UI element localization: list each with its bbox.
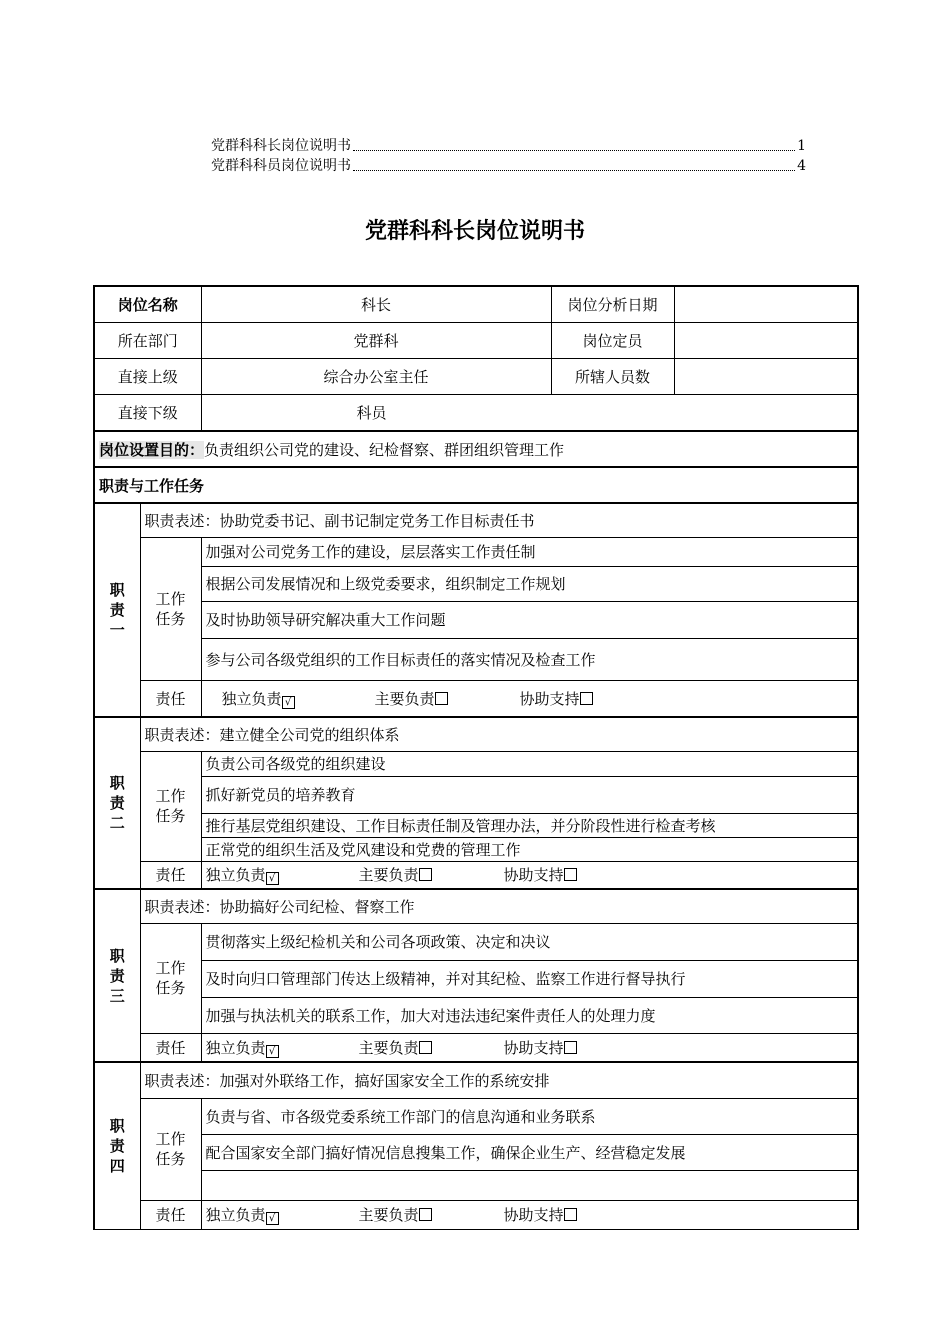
task-item: 参与公司各级党组织的工作目标责任的落实情况及检查工作 <box>201 638 858 680</box>
toc-entry-page: 4 <box>797 158 806 174</box>
checkbox-icon[interactable] <box>435 692 448 705</box>
duty-number-char: 责 <box>109 966 125 985</box>
task-row <box>94 837 858 861</box>
field-value <box>674 286 858 322</box>
field-value: 党群科 <box>201 322 551 358</box>
independent-option[interactable] <box>206 1204 279 1225</box>
duty-number-label <box>94 717 140 889</box>
duty-number-char: 职 <box>109 581 125 599</box>
duty-number-char: 职 <box>109 946 125 965</box>
primary-label: 主要负责 <box>358 866 419 885</box>
assist-option[interactable] <box>504 1037 577 1058</box>
primary-label: 主要负责 <box>358 1206 419 1224</box>
duty-number-char: 职 <box>109 1116 125 1135</box>
field-label: 直接上级 <box>94 358 201 394</box>
task-item: 负责公司各级党的组织建设 <box>201 751 858 776</box>
task-row <box>94 776 858 813</box>
duty-number-char: 四 <box>109 1156 125 1175</box>
field-value-text: 科员 <box>356 403 387 422</box>
field-label: 所辖人员数 <box>551 358 674 394</box>
duty-description: 职责表述：加强对外联络工作，搞好国家安全工作的系统安排 <box>140 1062 858 1098</box>
table-of-contents <box>211 136 806 176</box>
responsibility-row <box>94 861 858 889</box>
purpose-text: 负责组织公司党的建设、纪检督察、群团组织管理工作 <box>204 440 565 459</box>
task-item: 根据公司发展情况和上级党委要求，组织制定工作规划 <box>201 566 858 601</box>
independent-label: 独立负责 <box>205 866 266 885</box>
task-row <box>94 601 858 638</box>
task-row <box>94 638 858 680</box>
section-header-row <box>94 467 858 503</box>
responsibility-options <box>201 1033 858 1062</box>
responsibility-row <box>94 1033 858 1062</box>
responsibility-row <box>94 1200 858 1229</box>
section-header: 职责与工作任务 <box>94 467 858 503</box>
assist-label: 协助支持 <box>519 689 580 708</box>
toc-leader-dots <box>353 150 795 151</box>
checked-box-icon[interactable]: √ <box>266 1045 279 1058</box>
job-description-table <box>93 285 859 1230</box>
task-row <box>94 537 858 566</box>
task-item: 正常党的组织生活及党风建设和党费的管理工作 <box>201 837 858 861</box>
assist-label: 协助支持 <box>503 866 564 885</box>
primary-option[interactable] <box>375 688 448 709</box>
toc-entry-title: 党群科科员岗位说明书 <box>211 158 351 174</box>
task-label: 工作 任务 <box>140 537 201 680</box>
task-label: 工作 任务 <box>140 751 201 861</box>
field-label: 直接下级 <box>94 394 201 431</box>
checkbox-icon[interactable] <box>564 868 577 881</box>
duties-body <box>94 503 858 1229</box>
task-label: 工作 任务 <box>140 923 201 1033</box>
task-item: 及时协助领导研究解决重大工作问题 <box>201 601 858 638</box>
task-item: 配合国家安全部门搞好情况信息搜集工作，确保企业生产、经营稳定发展 <box>201 1134 858 1170</box>
task-item: 加强与执法机关的联系工作，加大对违法违纪案件责任人的处理力度 <box>201 997 858 1033</box>
task-row <box>94 997 858 1033</box>
task-row <box>94 1134 858 1170</box>
field-value: 综合办公室主任 <box>201 358 551 394</box>
checkbox-icon[interactable] <box>564 1041 577 1054</box>
task-item: 及时向归口管理部门传达上级精神，并对其纪检、监察工作进行督导执行 <box>201 960 858 997</box>
responsibility-label: 责任 <box>140 680 201 717</box>
responsibility-options <box>201 861 858 889</box>
purpose-cell <box>94 431 858 467</box>
duty-description-row <box>94 503 858 537</box>
duty-description: 职责表述：协助搞好公司纪检、督察工作 <box>140 889 858 923</box>
independent-option[interactable] <box>222 688 295 709</box>
task-row <box>94 813 858 837</box>
responsibility-options <box>201 680 858 717</box>
task-row <box>94 1098 858 1134</box>
duty-description: 职责表述：建立健全公司党的组织体系 <box>140 717 858 751</box>
checkbox-icon[interactable] <box>580 692 593 705</box>
independent-label: 独立负责 <box>221 689 282 708</box>
task-item: 负责与省、市各级党委系统工作部门的信息沟通和业务联系 <box>201 1098 858 1134</box>
task-item: 推行基层党组织建设、工作目标责任制及管理办法，并分阶段性进行检查考核 <box>201 813 858 837</box>
duty-number-char: 一 <box>109 621 125 639</box>
field-label: 岗位定员 <box>551 322 674 358</box>
independent-label: 独立负责 <box>205 1206 266 1224</box>
field-value <box>201 394 858 431</box>
primary-option[interactable] <box>359 1037 432 1058</box>
task-label: 工作 任务 <box>140 1098 201 1200</box>
checked-box-icon[interactable]: √ <box>266 1212 279 1225</box>
duty-description-row <box>94 889 858 923</box>
checkbox-icon[interactable] <box>419 1041 432 1054</box>
primary-label: 主要负责 <box>374 689 435 708</box>
duty-number-char: 二 <box>109 814 125 832</box>
responsibility-options <box>201 1200 858 1229</box>
independent-option[interactable] <box>206 1037 279 1058</box>
checked-box-icon[interactable]: √ <box>282 696 295 709</box>
field-label: 所在部门 <box>94 322 201 358</box>
task-item: 抓好新党员的培养教育 <box>201 776 858 813</box>
toc-entry[interactable] <box>211 136 806 156</box>
task-row <box>94 960 858 997</box>
task-row <box>94 566 858 601</box>
task-item: 贯彻落实上级纪检机关和公司各项政策、决定和决议 <box>201 923 858 960</box>
primary-option[interactable] <box>359 1204 432 1225</box>
purpose-label: 岗位设置目的： <box>99 440 205 459</box>
assist-option[interactable] <box>504 1204 577 1225</box>
toc-entry-title: 党群科科长岗位说明书 <box>211 138 351 154</box>
assist-label: 协助支持 <box>503 1206 564 1224</box>
info-row <box>94 358 858 394</box>
field-value <box>674 322 858 358</box>
duty-number-label <box>94 889 140 1062</box>
independent-option[interactable] <box>206 864 279 885</box>
info-row <box>94 322 858 358</box>
task-item <box>201 1170 858 1200</box>
assist-option[interactable] <box>520 688 593 709</box>
checkbox-icon[interactable] <box>564 1208 577 1221</box>
duty-description: 职责表述：协助党委书记、副书记制定党务工作目标责任书 <box>140 503 858 537</box>
primary-option[interactable] <box>359 864 432 885</box>
responsibility-row <box>94 680 858 717</box>
duty-number-label <box>94 503 140 717</box>
checkbox-icon[interactable] <box>419 868 432 881</box>
toc-leader-dots <box>353 170 795 171</box>
toc-entry-page: 1 <box>797 138 806 154</box>
task-item: 加强对公司党务工作的建设，层层落实工作责任制 <box>201 537 858 566</box>
duty-description-row <box>94 1062 858 1098</box>
duty-number-char: 责 <box>109 1136 125 1155</box>
field-label: 岗位分析日期 <box>551 286 674 322</box>
responsibility-label: 责任 <box>140 861 201 889</box>
checked-box-icon[interactable]: √ <box>266 872 279 885</box>
duty-description-row <box>94 717 858 751</box>
duty-number-char: 职 <box>109 774 125 792</box>
duty-number-label <box>94 1062 140 1229</box>
duty-number-char: 三 <box>109 986 125 1005</box>
independent-label: 独立负责 <box>205 1038 266 1057</box>
purpose-row <box>94 431 858 467</box>
primary-label: 主要负责 <box>358 1038 419 1057</box>
task-row <box>94 1170 858 1200</box>
assist-label: 协助支持 <box>503 1038 564 1057</box>
field-value <box>674 358 858 394</box>
duty-number-char: 责 <box>109 601 125 619</box>
task-row <box>94 923 858 960</box>
checkbox-icon[interactable] <box>419 1208 432 1221</box>
task-row <box>94 751 858 776</box>
info-row <box>94 286 858 322</box>
toc-entry[interactable] <box>211 156 806 176</box>
assist-option[interactable] <box>504 864 577 885</box>
responsibility-label: 责任 <box>140 1033 201 1062</box>
field-label: 岗位名称 <box>94 286 201 322</box>
field-value: 科长 <box>201 286 551 322</box>
duty-number-char: 责 <box>109 794 125 812</box>
responsibility-label: 责任 <box>140 1200 201 1229</box>
document-title: 党群科科长岗位说明书 <box>364 219 585 244</box>
info-row <box>94 394 858 431</box>
